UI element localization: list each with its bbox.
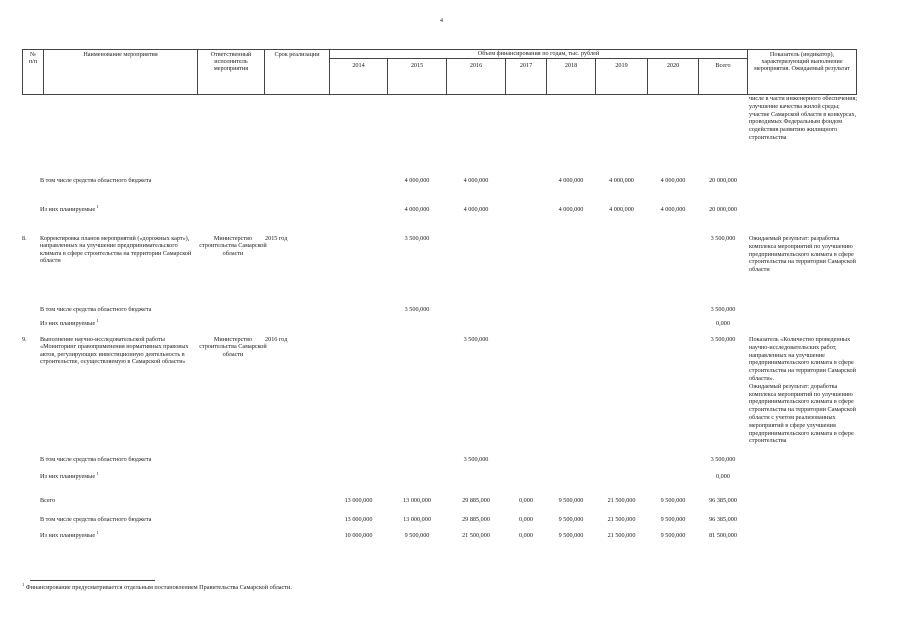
footnote-ref: 1 — [96, 470, 99, 476]
header-no: № п/п — [28, 51, 38, 65]
header-year: 2020 — [666, 62, 680, 69]
row-total-value: 96 385,000 — [709, 497, 737, 504]
header-responsible: Ответственный исполнитель мероприятия — [210, 51, 252, 72]
row-total-value: 96 385,000 — [709, 516, 737, 523]
row-total-value: 20 000,000 — [709, 177, 737, 184]
page-number: 4 — [440, 18, 443, 24]
row-responsible: Министерство строительства Самарской области — [199, 336, 267, 358]
row-year-value: 9 500,000 — [660, 532, 686, 539]
row-year-value: 29 885,000 — [462, 516, 490, 523]
row-year-value: 4 000,000 — [463, 177, 489, 184]
row-name — [40, 456, 192, 463]
row-year-value: 9 500,000 — [558, 532, 584, 539]
row-indicator: Ожидаемый результат: разработка комплекса мероприятий по улучшению предпринимательского климата в сфере строительства на территории Самарской области — [749, 235, 856, 274]
header-indicator: Показатель (индикатор), характеризующий выполнение мероприятия. Ожидаемый результат — [754, 51, 850, 72]
row-year-value: 9 500,000 — [660, 497, 686, 504]
row-year-value: 21 500,000 — [462, 532, 490, 539]
row-total-value: 3 500,000 — [710, 456, 736, 463]
row-name-text: В том числе средства областного бюджета — [40, 516, 152, 523]
footnote-ref: 1 — [96, 203, 99, 209]
row-year-value: 4 000,000 — [660, 177, 686, 184]
row-name-text: В том числе средства областного бюджета — [40, 177, 152, 184]
row-number: 9. — [22, 336, 27, 343]
row-year-value: 13 000,000 — [344, 516, 373, 523]
row-year-value: 0,000 — [519, 497, 533, 504]
row-name — [40, 177, 192, 184]
row-name-text: В том числе средства областного бюджета — [40, 456, 152, 463]
row-total-value: 3 500,000 — [710, 306, 736, 313]
row-year-value: 9 500,000 — [660, 516, 686, 523]
header-total: Всего — [715, 62, 731, 69]
header-year: 2019 — [615, 62, 628, 69]
row-indicator: Показатель «Количество проведенных научно-исследовательских работ, направленных на улучшение предпринимательского климата в сфере строительства на территории Самарской области». Ожидаемый результат: доработка комплекса мероприятий по улучшению предпринимательского климата в сфере строительства на территории Самарской области с учетом реализованных мероприятий в сфере улучшения предпринимательского климата в сфере строительства — [749, 336, 856, 445]
row-name — [40, 203, 192, 213]
footnote-separator — [30, 580, 155, 581]
row-year-value: 3 500,000 — [463, 336, 489, 343]
header-year: 2016 — [469, 62, 483, 69]
row-term: 2015 год — [265, 235, 288, 242]
row-year-value: 4 000,000 — [558, 177, 584, 184]
footnote-ref: 1 — [96, 317, 99, 323]
row-year-value: 4 000,000 — [609, 206, 634, 213]
row-year-value: 9 500,000 — [558, 497, 584, 504]
row-name — [40, 317, 192, 327]
row-name-text: Корректировка планов мероприятий («дорожных карт»), направленных на улучшение предпринимательского климата в сфере строительства на территории Самарской области — [40, 235, 192, 265]
row-name — [40, 235, 192, 265]
row-indicator: числе в части инженерного обеспечения; улучшение качества жилой среды; участие Самарской области в конкурсах, проводимых Федеральным фондом содействия развитию жилищного строительства — [749, 95, 858, 141]
row-year-value: 9 500,000 — [558, 516, 584, 523]
header-year: 2014 — [352, 62, 365, 69]
row-responsible: Министерство строительства Самарской области — [199, 235, 267, 257]
row-year-value: 21 500,000 — [607, 532, 636, 539]
footnote — [22, 581, 292, 591]
row-year-value: 21 500,000 — [607, 497, 636, 504]
row-total-value: 0,000 — [716, 320, 730, 327]
row-name — [40, 336, 192, 366]
footnote-ref: 1 — [96, 529, 99, 535]
row-total-value: 3 500,000 — [710, 336, 736, 343]
row-year-value: 21 500,000 — [607, 516, 636, 523]
row-year-value: 0,000 — [519, 516, 533, 523]
row-name-text: Из них планируемые — [40, 206, 96, 213]
row-total-value: 0,000 — [716, 473, 730, 480]
row-name-text: Из них планируемые — [40, 532, 96, 539]
row-total-value: 20 000,000 — [709, 206, 737, 213]
row-name-text: Выполнение научно-исследовательской работы «Мониторинг правоприменения нормативных правовых актов, регулирующих инвестиционную деятельность в строительстве, осуществляемую в Самарской области» — [40, 336, 189, 366]
row-name-text: Из них планируемые — [40, 320, 96, 327]
row-name — [40, 516, 192, 523]
row-name — [40, 497, 192, 504]
row-name-text: Всего — [40, 497, 56, 504]
footnote-marker: 1 — [22, 581, 25, 587]
row-number: 8. — [22, 235, 27, 242]
header-year: 2018 — [564, 62, 578, 69]
row-year-value: 9 500,000 — [404, 532, 430, 539]
row-year-value: 3 500,000 — [404, 306, 430, 313]
footnote-text: Финансирование предусматривается отдельным постановлением Правительства Самарской области. — [25, 584, 292, 591]
row-year-value: 13 000,000 — [403, 516, 431, 523]
row-year-value: 4 000,000 — [404, 177, 430, 184]
row-year-value: 3 500,000 — [404, 235, 430, 242]
header-term: Срок реализации — [274, 51, 320, 58]
row-name — [40, 470, 192, 480]
row-year-value: 13 000,000 — [344, 497, 373, 504]
row-term: 2016 год — [265, 336, 288, 343]
row-year-value: 0,000 — [519, 532, 533, 539]
row-year-value: 29 885,000 — [462, 497, 490, 504]
row-year-value: 4 000,000 — [404, 206, 430, 213]
header-year: 2015 — [410, 62, 424, 69]
row-year-value: 4 000,000 — [660, 206, 686, 213]
row-total-value: 81 500,000 — [709, 532, 737, 539]
row-name — [40, 529, 192, 539]
row-year-value: 4 000,000 — [463, 206, 489, 213]
row-year-value: 3 500,000 — [463, 456, 489, 463]
row-name-text: Из них планируемые — [40, 473, 96, 480]
row-total-value: 3 500,000 — [710, 235, 736, 242]
table-header — [22, 49, 857, 95]
header-year: 2017 — [519, 62, 533, 69]
row-year-value: 4 000,000 — [609, 177, 634, 184]
row-name-text: В том числе средства областного бюджета — [40, 306, 152, 313]
row-name — [40, 306, 192, 313]
row-year-value: 13 000,000 — [403, 497, 431, 504]
row-year-value: 10 000,000 — [344, 532, 373, 539]
header-name: Наименование мероприятия — [83, 51, 158, 58]
header-financing: Объем финансирования по годам, тыс. рублей — [477, 50, 600, 57]
row-year-value: 4 000,000 — [558, 206, 584, 213]
